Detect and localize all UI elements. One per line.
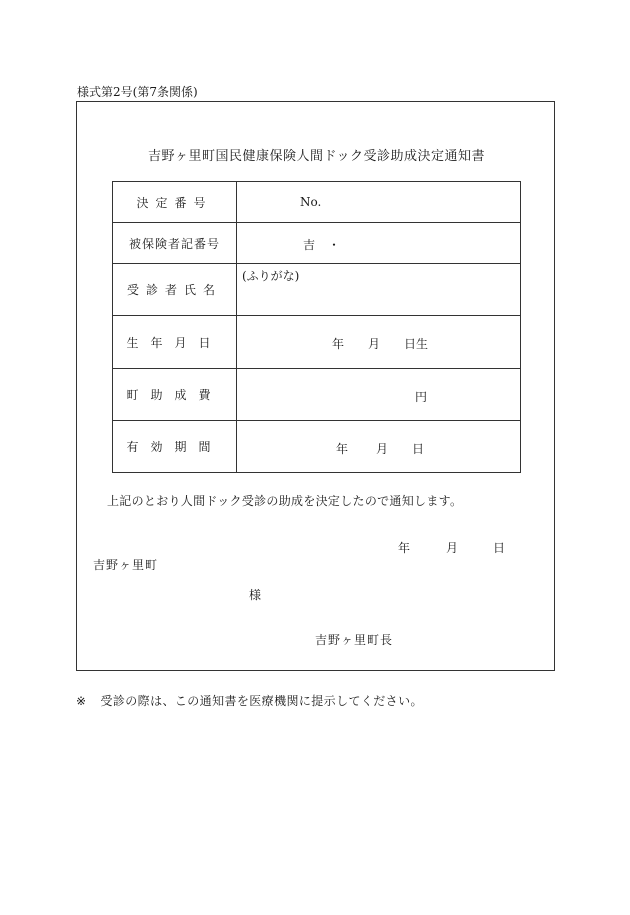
furigana-note: (ふりがな) — [242, 269, 300, 283]
validity-month-unit: 月 — [376, 442, 389, 456]
mayor-signature: 吉野ヶ里町長 — [315, 633, 394, 647]
info-table — [112, 181, 521, 473]
row-subsidy — [113, 369, 521, 421]
form-number: 様式第2号(第7条関係) — [77, 85, 198, 99]
examinee-name-cell — [237, 264, 521, 316]
label-cell — [113, 369, 237, 421]
issue-day-unit: 日 — [493, 541, 506, 555]
insured-number-prefix: 吉 — [303, 238, 316, 252]
birth-date-label: 生年月日 — [126, 335, 223, 350]
subsidy-label: 町助成費 — [126, 388, 223, 402]
decision-number-cell — [237, 182, 521, 223]
validity-label: 有効期間 — [126, 440, 223, 454]
label-cell — [113, 182, 237, 223]
subsidy-cell — [237, 369, 521, 421]
birth-month-unit: 月 — [368, 337, 381, 351]
issue-month-unit: 月 — [446, 541, 459, 555]
birth-year-unit: 年 — [332, 337, 345, 351]
decision-number-label: 決定番号 — [136, 195, 213, 210]
birth-day-unit: 日生 — [404, 337, 429, 351]
town-name: 吉野ヶ里町 — [93, 558, 159, 572]
label-cell — [113, 316, 237, 369]
label-cell — [113, 264, 237, 316]
document-title: 吉野ヶ里町国民健康保険人間ドック受診助成決定通知書 — [148, 149, 485, 164]
label-cell — [113, 223, 237, 264]
subsidy-unit: 円 — [415, 390, 428, 404]
row-validity — [113, 421, 521, 473]
notice-text: 上記のとおり人間ドック受診の助成を決定したので通知します。 — [107, 494, 463, 508]
birth-date-cell — [237, 316, 521, 369]
row-decision-number — [113, 182, 521, 223]
label-cell — [113, 421, 237, 473]
decision-number-prefix: No. — [300, 195, 322, 209]
validity-year-unit: 年 — [336, 442, 349, 456]
issue-year-unit: 年 — [398, 541, 411, 555]
validity-day-unit: 日 — [412, 442, 425, 456]
reference-mark: ※ — [76, 694, 87, 708]
honorific: 様 — [249, 588, 262, 602]
footnote — [76, 692, 423, 709]
validity-cell — [237, 421, 521, 473]
document-frame — [76, 101, 555, 671]
insured-number-cell — [237, 223, 521, 264]
insured-number-label: 被保険者記番号 — [128, 236, 220, 251]
examinee-name-label: 受診者氏名 — [126, 283, 222, 297]
insured-number-separator: ・ — [328, 238, 341, 252]
row-insured-number — [113, 223, 521, 264]
row-birth-date — [113, 316, 521, 369]
row-examinee-name — [113, 264, 521, 316]
footnote-text: 受診の際は、この通知書を医療機関に提示してください。 — [100, 694, 423, 708]
